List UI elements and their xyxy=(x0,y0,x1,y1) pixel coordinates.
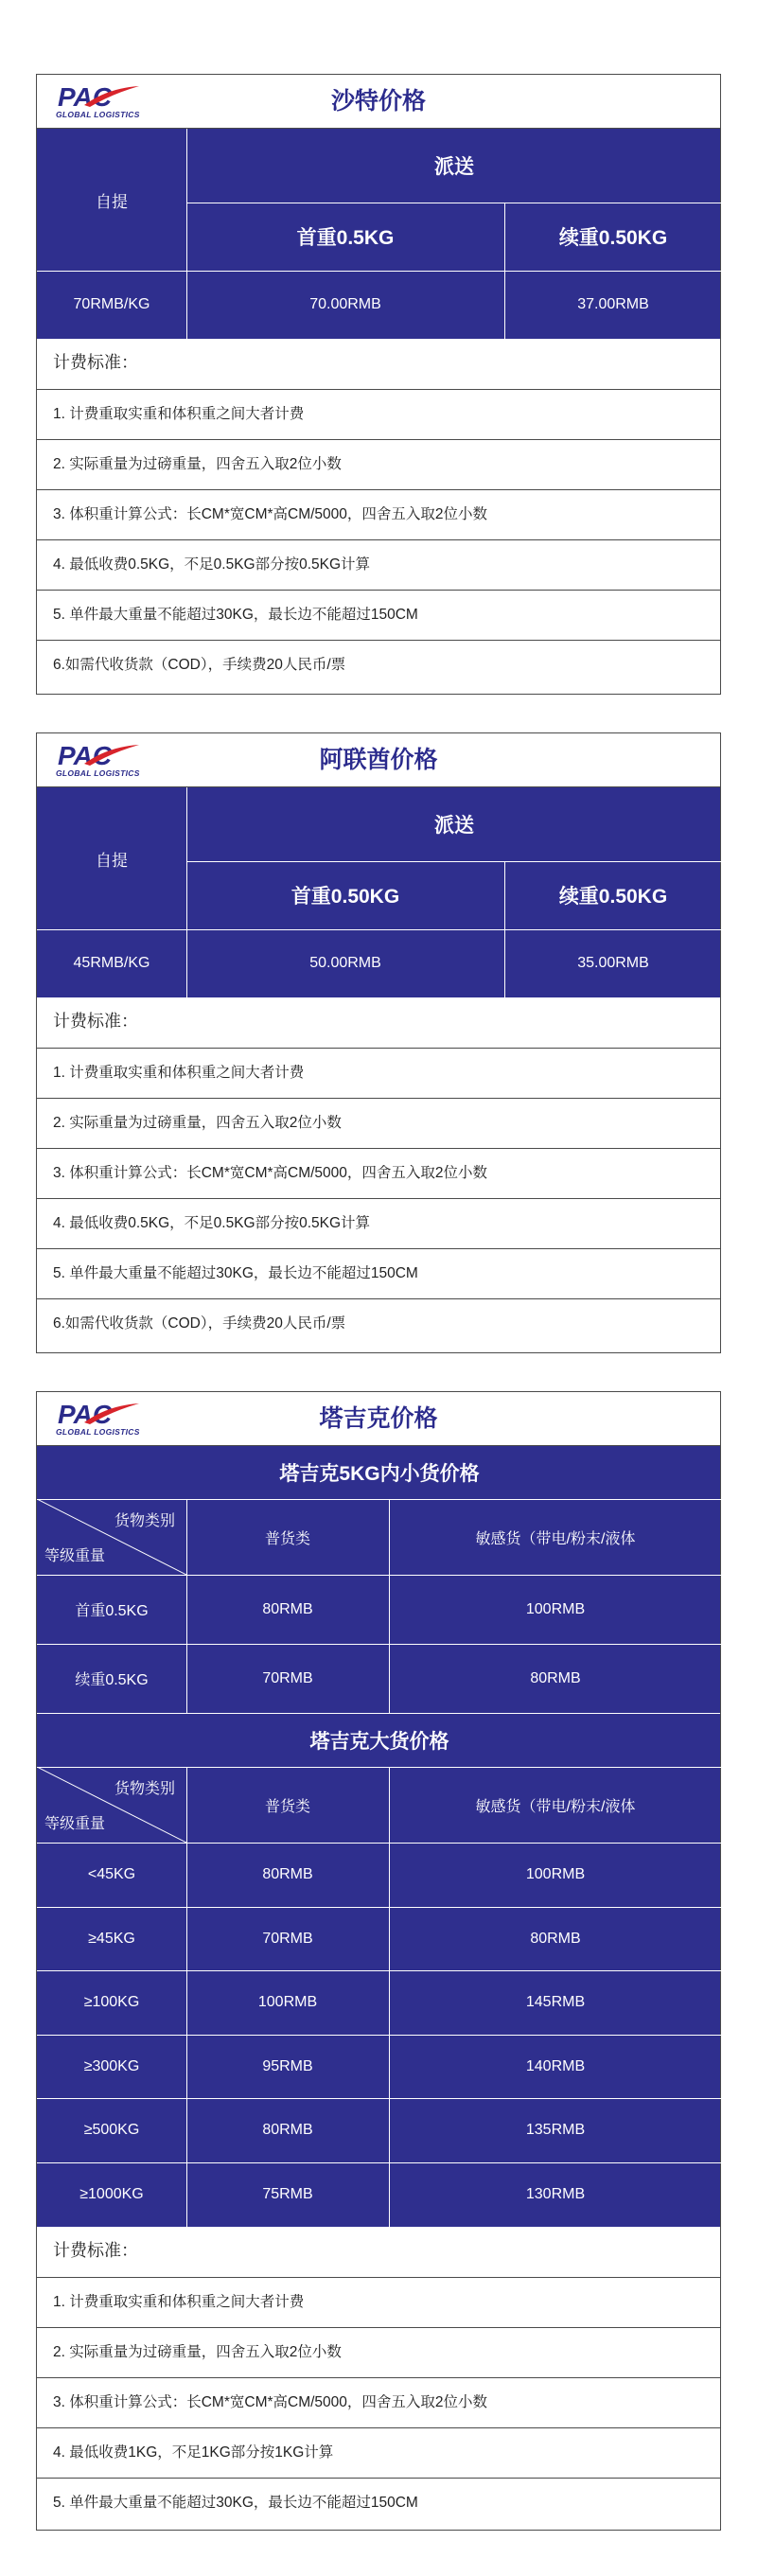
billing-notes xyxy=(37,997,720,1349)
note-item: 1. 计费重取实重和体积重之间大者计费 xyxy=(37,389,720,439)
billing-notes xyxy=(37,339,720,690)
category-label: 货物类别 xyxy=(114,1781,175,1797)
card-title: 沙特价格 xyxy=(330,88,426,115)
divider xyxy=(37,1767,722,1768)
card-header xyxy=(37,733,720,787)
diagonal-header xyxy=(37,1767,186,1843)
general-price: 80RMB xyxy=(262,1866,313,1882)
saudi-price-card xyxy=(36,74,721,695)
note-item: 1. 计费重取实重和体积重之间大者计费 xyxy=(37,2277,720,2327)
general-price: 80RMB xyxy=(262,2122,313,2138)
card-header xyxy=(37,1392,720,1446)
first-weight-header: 首重0.5KG xyxy=(296,227,395,249)
note-item: 2. 实际重量为过磅重量，四舍五入取2位小数 xyxy=(37,2327,720,2377)
divider xyxy=(186,787,187,997)
cont-weight-header: 续重0.50KG xyxy=(558,227,668,249)
pac-logo: PAC GLOBAL LOGISTICS xyxy=(56,82,140,119)
sensitive-price: 135RMB xyxy=(525,2122,586,2138)
weight-label: 等级重量 xyxy=(44,1816,106,1832)
weight-tier: 首重0.5KG xyxy=(75,1603,149,1619)
note-item: 4. 最低收费1KG，不足1KG部分按1KG计算 xyxy=(37,2427,720,2478)
svg-text:PAC: PAC xyxy=(58,741,113,769)
sensitive-goods-header: 敏感货（带电/粉末/液体 xyxy=(475,1530,636,1547)
svg-text:PAC: PAC xyxy=(58,1400,113,1428)
pickup-price: 70RMB/KG xyxy=(73,296,150,312)
general-price: 70RMB xyxy=(262,1930,313,1947)
note-item: 3. 体积重计算公式：长CM*宽CM*高CM/5000，四舍五入取2位小数 xyxy=(37,489,720,539)
divider xyxy=(186,861,722,862)
pickup-price: 45RMB/KG xyxy=(73,955,150,971)
note-item: 5. 单件最大重量不能超过30KG，最长边不能超过150CM xyxy=(37,1248,720,1298)
sensitive-price: 130RMB xyxy=(525,2186,586,2202)
weight-tier: ≥1000KG xyxy=(79,2186,144,2202)
svg-text:PAC: PAC xyxy=(58,82,113,111)
note-item: 5. 单件最大重量不能超过30KG，最长边不能超过150CM xyxy=(37,2478,720,2528)
notes-heading: 计费标准： xyxy=(53,2241,138,2260)
large-goods-table xyxy=(37,1713,720,2227)
general-price: 100RMB xyxy=(257,1994,318,2010)
divider xyxy=(37,2162,722,2163)
notes-heading: 计费标准： xyxy=(53,353,138,372)
sensitive-price: 100RMB xyxy=(525,1866,586,1882)
pac-logo: PAC GLOBAL LOGISTICS xyxy=(56,1400,140,1437)
weight-tier: ≥45KG xyxy=(88,1930,135,1947)
note-item: 3. 体积重计算公式：长CM*宽CM*高CM/5000，四舍五入取2位小数 xyxy=(37,1148,720,1198)
billing-notes xyxy=(37,2227,720,2528)
delivery-header: 派送 xyxy=(434,156,474,178)
card-title: 阿联酋价格 xyxy=(319,747,438,773)
pickup-header: 自提 xyxy=(96,851,128,870)
divider xyxy=(37,1970,722,1971)
note-item: 6.如需代收货款（COD），手续费20人民币/票 xyxy=(37,640,720,690)
uae-price-card xyxy=(36,732,721,1353)
delivery-header: 派送 xyxy=(434,815,474,837)
note-item: 4. 最低收费0.5KG，不足0.5KG部分按0.5KG计算 xyxy=(37,539,720,590)
first-weight-header: 首重0.50KG xyxy=(290,886,400,908)
diagonal-header xyxy=(37,1499,186,1575)
first-weight-price: 50.00RMB xyxy=(309,955,381,971)
divider xyxy=(37,2035,722,2036)
pickup-header: 自提 xyxy=(96,192,128,211)
cont-weight-header: 续重0.50KG xyxy=(558,886,668,908)
divider xyxy=(37,1499,722,1500)
note-item: 3. 体积重计算公式：长CM*宽CM*高CM/5000，四舍五入取2位小数 xyxy=(37,2377,720,2427)
price-table xyxy=(37,787,720,997)
price-table xyxy=(37,129,720,339)
weight-tier: ≥100KG xyxy=(83,1994,140,2010)
divider xyxy=(186,1767,187,2227)
first-weight-price: 70.00RMB xyxy=(309,296,381,312)
weight-tier: <45KG xyxy=(87,1866,136,1882)
divider xyxy=(37,1843,722,1844)
general-price: 95RMB xyxy=(262,2057,313,2074)
note-item: 6.如需代收货款（COD），手续费20人民币/票 xyxy=(37,1298,720,1349)
sensitive-price: 80RMB xyxy=(530,1669,581,1686)
tajik-price-card xyxy=(36,1391,721,2531)
general-price: 70RMB xyxy=(262,1669,313,1686)
card-title: 塔吉克价格 xyxy=(319,1405,438,1432)
general-price: 75RMB xyxy=(262,2186,313,2202)
note-item: 5. 单件最大重量不能超过30KG，最长边不能超过150CM xyxy=(37,590,720,640)
divider xyxy=(37,929,722,930)
divider xyxy=(37,1907,722,1908)
sensitive-goods-header: 敏感货（带电/粉末/液体 xyxy=(475,1798,636,1815)
note-item: 2. 实际重量为过磅重量，四舍五入取2位小数 xyxy=(37,439,720,489)
divider xyxy=(186,129,187,339)
cont-weight-price: 37.00RMB xyxy=(577,296,649,312)
note-item: 2. 实际重量为过磅重量，四舍五入取2位小数 xyxy=(37,1098,720,1148)
general-price: 80RMB xyxy=(262,1600,313,1617)
small-goods-table xyxy=(37,1446,720,1713)
divider xyxy=(389,1767,390,2227)
divider xyxy=(37,1644,722,1645)
divider xyxy=(37,2098,722,2099)
card-header xyxy=(37,75,720,129)
category-label: 货物类别 xyxy=(114,1513,175,1529)
sensitive-price: 100RMB xyxy=(525,1600,586,1617)
divider xyxy=(389,1499,390,1713)
sensitive-price: 145RMB xyxy=(525,1994,586,2010)
note-item: 1. 计费重取实重和体积重之间大者计费 xyxy=(37,1048,720,1098)
note-item: 4. 最低收费0.5KG，不足0.5KG部分按0.5KG计算 xyxy=(37,1198,720,1248)
sensitive-price: 140RMB xyxy=(525,2057,586,2074)
divider xyxy=(37,1575,722,1576)
weight-tier: ≥500KG xyxy=(83,2122,140,2138)
large-goods-title: 塔吉克大货价格 xyxy=(309,1731,449,1753)
notes-heading: 计费标准： xyxy=(53,1012,138,1031)
divider xyxy=(37,271,722,272)
weight-label: 等级重量 xyxy=(44,1548,106,1564)
general-goods-header: 普货类 xyxy=(264,1530,310,1547)
weight-tier: ≥300KG xyxy=(83,2057,140,2074)
divider xyxy=(186,1499,187,1713)
cont-weight-price: 35.00RMB xyxy=(577,955,649,971)
weight-tier: 续重0.5KG xyxy=(75,1672,149,1688)
pac-logo: PAC GLOBAL LOGISTICS xyxy=(56,741,140,778)
sensitive-price: 80RMB xyxy=(530,1930,581,1947)
general-goods-header: 普货类 xyxy=(264,1798,310,1815)
small-goods-title: 塔吉克5KG内小货价格 xyxy=(279,1463,480,1485)
